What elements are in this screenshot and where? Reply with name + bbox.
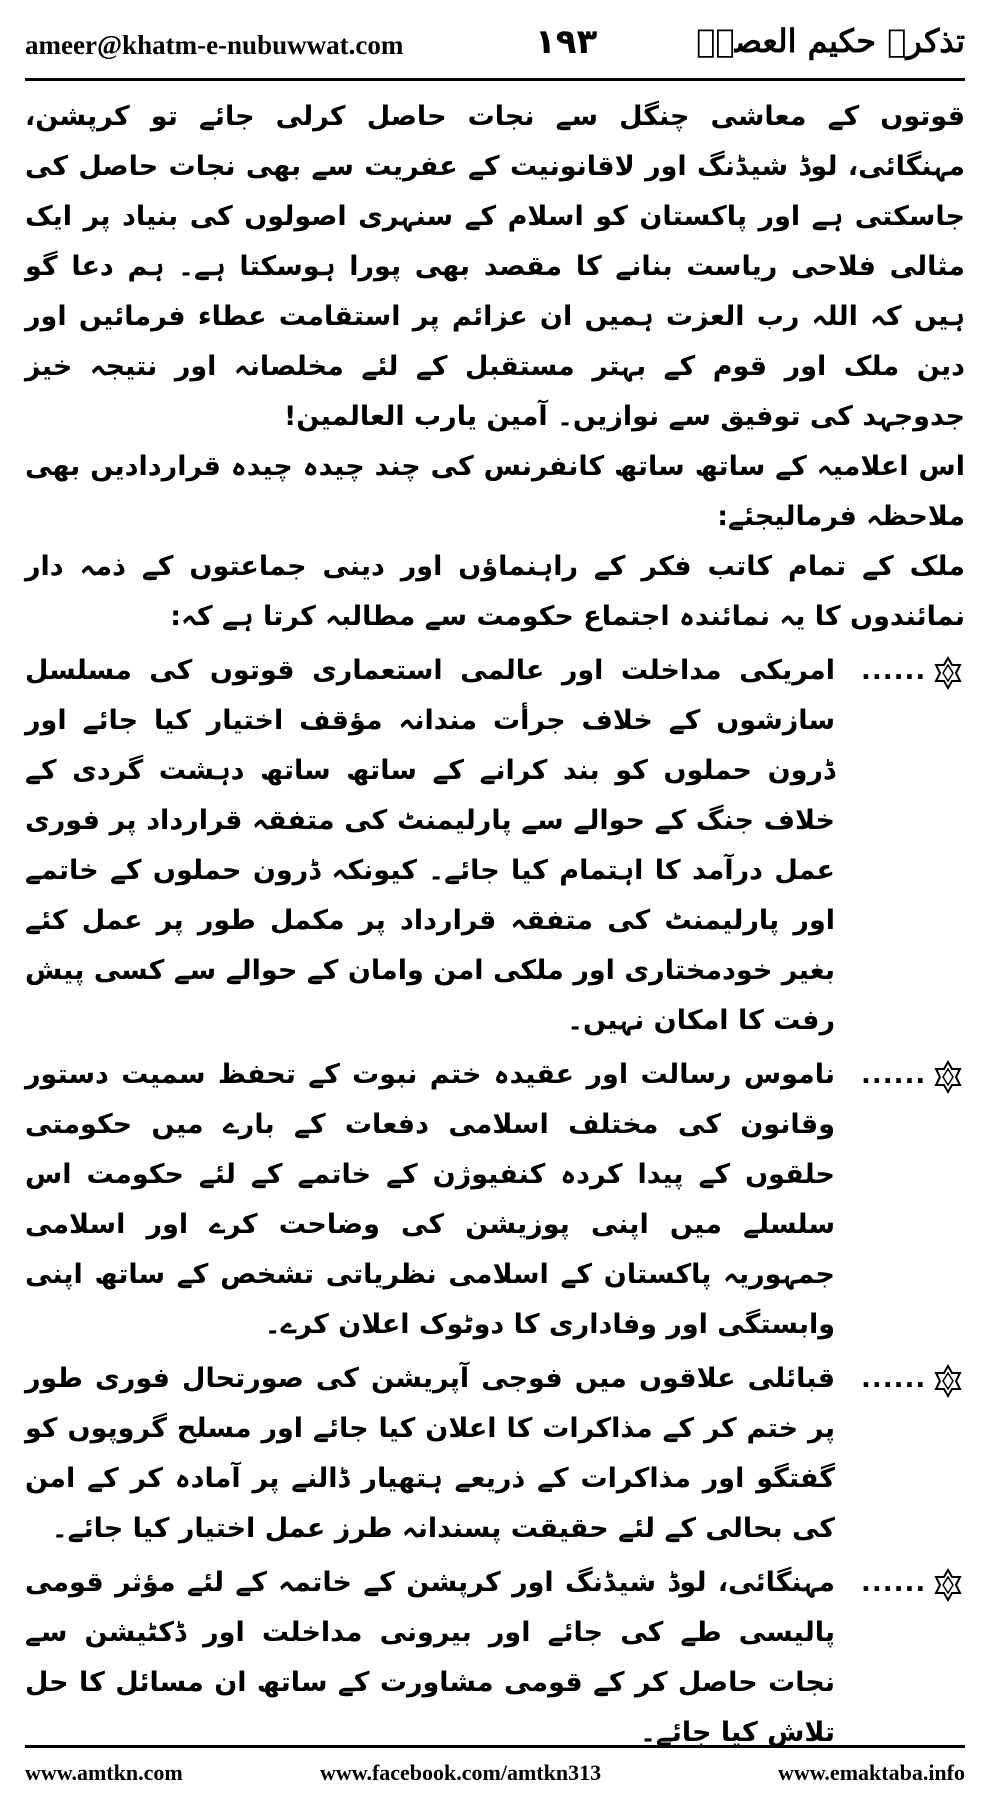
resolution-text: امریکی مداخلت اور عالمی استعماری قوتوں کی مسلسل سازشوں کے خلاف جرأت مندانہ مؤقف اختیار کیا جائے اور ڈرون حملوں کو بند کرانے کے ساتھ ساتھ دہشت گردی کے خلاف جنگ کے حوالے سے پارلیمنٹ کی متفقہ قرارداد پر فوری عمل درآمد کا اہتمام کیا جائے۔ کیونکہ ڈرون حملوں کے خاتمے اور پارلیمنٹ کی متفقہ قرارداد پر مکمل طور پر عمل کئے بغیر خودمختاری اور ملکی امن وامان کے حوالے سے کسی پیش رفت کا امکان نہیں۔ [25, 655, 835, 1036]
resolution-text: مہنگائی، لوڈ شیڈنگ اور کرپشن کے خاتمہ کے لئے مؤثر قومی پالیسی طے کی جائے اور بیرونی مداخلت اور ڈکٹیشن سے نجات حاصل کر کے قومی مشاورت کے ساتھ ان مسائل کا حل تلاش کیا جائے۔ [25, 1567, 835, 1748]
star-ornament-icon [931, 1568, 965, 1602]
header-email[interactable]: ameer@khatm-e-nubuwwat.com [25, 30, 404, 60]
bullet-marker [839, 1558, 965, 1608]
page-number: ۱۹۳ [535, 22, 598, 62]
page-header [25, 18, 965, 76]
bullet-marker [839, 646, 965, 696]
book-title: تذکرہ حکیم العصرؒ [696, 22, 965, 60]
star-ornament-icon [931, 1060, 965, 1094]
footer-divider [25, 1745, 965, 1748]
resolution-text: ناموس رسالت اور عقیدہ ختم نبوت کے تحفظ سمیت دستور وقانون کی مختلف اسلامی دفعات کے بارے میں حکومتی حلقوں کے پیدا کردہ کنفیوژن کے خاتمے کے لئے حکومت اس سلسلے میں اپنی پوزیشن کی وضاحت کرے اور اسلامی جمہوریہ پاکستان کے اسلامی نظریاتی تشخص کے ساتھ اپنی وابستگی اور وفاداری کا دوٹوک اعلان کرے۔ [25, 1059, 835, 1340]
resolution-item [25, 1558, 965, 1758]
bullet-dots: ...... [861, 1364, 927, 1394]
star-ornament-icon [931, 1364, 965, 1398]
bullet-dots: ...... [861, 656, 927, 686]
page-footer [25, 1760, 965, 1800]
resolution-item [25, 646, 965, 1046]
bullet-dots: ...... [861, 1568, 927, 1598]
footer-link-emaktaba[interactable]: www.emaktaba.info [777, 1760, 965, 1785]
footer-link-amtkn[interactable]: www.amtkn.com [25, 1760, 183, 1785]
bullet-dots: ...... [861, 1060, 927, 1090]
resolution-item [25, 1354, 965, 1554]
star-ornament-icon [931, 656, 965, 690]
page-body [25, 92, 965, 1758]
resolution-item [25, 1050, 965, 1350]
body-paragraph: ملک کے تمام کاتب فکر کے راہنماؤں اور دینی جماعتوں کے ذمہ دار نمائندوں کا یہ نمائندہ اجتماع حکومت سے مطالبہ کرتا ہے کہ: [25, 551, 965, 632]
header-divider [25, 78, 965, 81]
footer-link-facebook[interactable]: www.facebook.com/amtkn313 [320, 1760, 602, 1785]
bullet-marker [839, 1354, 965, 1404]
resolution-text: قبائلی علاقوں میں فوجی آپریشن کی صورتحال فوری طور پر ختم کر کے مذاکرات کا اعلان کیا جائے اور مسلح گروپوں کو گفتگو اور مذاکرات کے ذریعے ہتھیار ڈالنے پر آمادہ کر کے امن کی بحالی کے لئے حقیقت پسندانہ طرز عمل اختیار کیا جائے۔ [25, 1363, 835, 1544]
body-paragraph: قوتوں کے معاشی چنگل سے نجات حاصل کرلی جائے تو کرپشن، مہنگائی، لوڈ شیڈنگ اور لاقانونیت کے عفریت سے بھی نجات حاصل کی جاسکتی ہے اور پاکستان کو اسلام کے سنہری اصولوں کی بنیاد پر ایک مثالی فلاحی ریاست بنانے کا مقصد بھی پورا ہوسکتا ہے۔ ہم دعا گو ہیں کہ اللہ رب العزت ہمیں ان عزائم پر استقامت عطاء فرمائیں اور دین ملک اور قوم کے بہتر مستقبل کے لئے مخلصانہ اور نتیجہ خیز جدوجہد کی توفیق سے نوازیں۔ آمین یارب العالمین! [25, 101, 965, 432]
bullet-marker [839, 1050, 965, 1100]
resolutions-list [25, 646, 965, 1758]
body-paragraph: اس اعلامیہ کے ساتھ ساتھ کانفرنس کی چند چیدہ چیدہ قراردادیں بھی ملاحظہ فرمالیجئے: [25, 451, 965, 532]
